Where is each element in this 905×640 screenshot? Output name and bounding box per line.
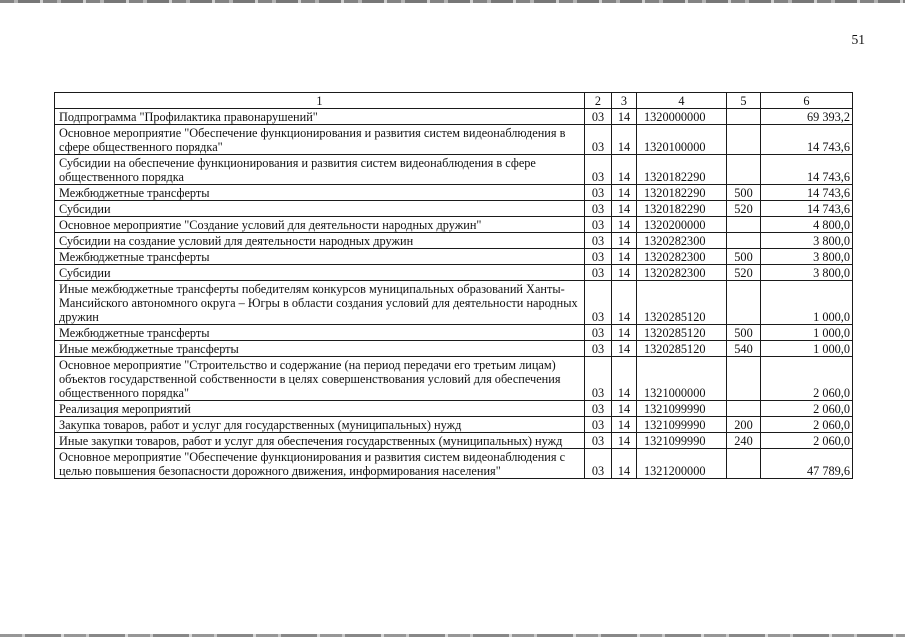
row-name-cell: Субсидии	[55, 265, 585, 281]
column-header: 5	[727, 93, 761, 109]
section-code-cell: 03	[585, 233, 612, 249]
section-code-cell: 03	[585, 357, 612, 401]
expense-type-cell	[727, 281, 761, 325]
table-row	[55, 155, 853, 185]
subsection-code-cell: 14	[612, 433, 637, 449]
expense-type-cell: 500	[727, 249, 761, 265]
section-code-cell: 03	[585, 401, 612, 417]
table-body	[55, 93, 853, 479]
target-article-cell: 1320282300	[637, 265, 727, 281]
table-row	[55, 249, 853, 265]
amount-cell: 3 800,0	[761, 249, 853, 265]
target-article-cell: 1320282300	[637, 249, 727, 265]
amount-cell: 1 000,0	[761, 325, 853, 341]
target-article-cell: 1320000000	[637, 109, 727, 125]
amount-cell: 3 800,0	[761, 265, 853, 281]
row-name-cell: Межбюджетные трансферты	[55, 185, 585, 201]
target-article-cell: 1320285120	[637, 281, 727, 325]
row-name-cell: Основное мероприятие "Создание условий для деятельности народных дружин"	[55, 217, 585, 233]
subsection-code-cell: 14	[612, 357, 637, 401]
subsection-code-cell: 14	[612, 155, 637, 185]
subsection-code-cell: 14	[612, 217, 637, 233]
scan-edge-bottom	[0, 634, 905, 637]
target-article-cell: 1321099990	[637, 433, 727, 449]
amount-cell: 14 743,6	[761, 155, 853, 185]
expense-type-cell: 540	[727, 341, 761, 357]
subsection-code-cell: 14	[612, 341, 637, 357]
table-row	[55, 217, 853, 233]
row-name-cell: Основное мероприятие "Строительство и содержание (на период передачи его третьим лицам) объектов государственной собственности в целях совершенствования условий для обеспечения общественного порядка"	[55, 357, 585, 401]
amount-cell: 14 743,6	[761, 201, 853, 217]
amount-cell: 4 800,0	[761, 217, 853, 233]
target-article-cell: 1321099990	[637, 401, 727, 417]
section-code-cell: 03	[585, 201, 612, 217]
row-name-cell: Иные межбюджетные трансферты	[55, 341, 585, 357]
section-code-cell: 03	[585, 417, 612, 433]
row-name-cell: Субсидии	[55, 201, 585, 217]
expense-type-cell: 200	[727, 417, 761, 433]
table-row	[55, 233, 853, 249]
subsection-code-cell: 14	[612, 401, 637, 417]
amount-cell: 47 789,6	[761, 449, 853, 479]
column-header: 2	[585, 93, 612, 109]
target-article-cell: 1320200000	[637, 217, 727, 233]
table-row	[55, 265, 853, 281]
expense-type-cell	[727, 125, 761, 155]
amount-cell: 2 060,0	[761, 357, 853, 401]
amount-cell: 1 000,0	[761, 341, 853, 357]
expense-type-cell	[727, 449, 761, 479]
table-row	[55, 125, 853, 155]
subsection-code-cell: 14	[612, 109, 637, 125]
row-name-cell: Субсидии на обеспечение функционирования и развития систем видеонаблюдения в сфере общественного порядка	[55, 155, 585, 185]
row-name-cell: Подпрограмма "Профилактика правонарушений"	[55, 109, 585, 125]
amount-cell: 2 060,0	[761, 401, 853, 417]
scan-edge-top	[0, 0, 905, 3]
target-article-cell: 1321200000	[637, 449, 727, 479]
table-row	[55, 401, 853, 417]
row-name-cell: Межбюджетные трансферты	[55, 249, 585, 265]
section-code-cell: 03	[585, 155, 612, 185]
amount-cell: 2 060,0	[761, 433, 853, 449]
expense-type-cell	[727, 155, 761, 185]
amount-cell: 2 060,0	[761, 417, 853, 433]
expense-type-cell	[727, 109, 761, 125]
table-row	[55, 417, 853, 433]
section-code-cell: 03	[585, 341, 612, 357]
subsection-code-cell: 14	[612, 449, 637, 479]
expense-type-cell	[727, 401, 761, 417]
row-name-cell: Закупка товаров, работ и услуг для государственных (муниципальных) нужд	[55, 417, 585, 433]
table-row	[55, 325, 853, 341]
section-code-cell: 03	[585, 185, 612, 201]
column-header: 4	[637, 93, 727, 109]
target-article-cell: 1320282300	[637, 233, 727, 249]
subsection-code-cell: 14	[612, 265, 637, 281]
amount-cell: 69 393,2	[761, 109, 853, 125]
target-article-cell: 1320182290	[637, 185, 727, 201]
expense-type-cell: 500	[727, 325, 761, 341]
expense-type-cell: 500	[727, 185, 761, 201]
subsection-code-cell: 14	[612, 281, 637, 325]
amount-cell: 14 743,6	[761, 185, 853, 201]
row-name-cell: Иные межбюджетные трансферты победителям конкурсов муниципальных образований Ханты-Мансийского автономного округа – Югры в области создания условий для деятельности народных дружин	[55, 281, 585, 325]
subsection-code-cell: 14	[612, 185, 637, 201]
table-row	[55, 357, 853, 401]
amount-cell: 1 000,0	[761, 281, 853, 325]
expense-type-cell	[727, 357, 761, 401]
target-article-cell: 1320182290	[637, 201, 727, 217]
table-row	[55, 185, 853, 201]
row-name-cell: Межбюджетные трансферты	[55, 325, 585, 341]
column-header: 6	[761, 93, 853, 109]
section-code-cell: 03	[585, 325, 612, 341]
section-code-cell: 03	[585, 249, 612, 265]
table-row	[55, 201, 853, 217]
expense-type-cell	[727, 217, 761, 233]
section-code-cell: 03	[585, 449, 612, 479]
subsection-code-cell: 14	[612, 325, 637, 341]
section-code-cell: 03	[585, 125, 612, 155]
subsection-code-cell: 14	[612, 125, 637, 155]
expense-type-cell: 240	[727, 433, 761, 449]
table-row	[55, 449, 853, 479]
target-article-cell: 1320285120	[637, 341, 727, 357]
expense-type-cell: 520	[727, 265, 761, 281]
row-name-cell: Основное мероприятие "Обеспечение функционирования и развития систем видеонаблюдения в сфере общественного порядка"	[55, 125, 585, 155]
target-article-cell: 1320182290	[637, 155, 727, 185]
table-row	[55, 281, 853, 325]
section-code-cell: 03	[585, 265, 612, 281]
column-header: 1	[55, 93, 585, 109]
row-name-cell: Иные закупки товаров, работ и услуг для обеспечения государственных (муниципальных) нужд	[55, 433, 585, 449]
expense-type-cell	[727, 233, 761, 249]
target-article-cell: 1321000000	[637, 357, 727, 401]
target-article-cell: 1320100000	[637, 125, 727, 155]
row-name-cell: Субсидии на создание условий для деятельности народных дружин	[55, 233, 585, 249]
section-code-cell: 03	[585, 217, 612, 233]
table-row	[55, 433, 853, 449]
subsection-code-cell: 14	[612, 249, 637, 265]
table-row	[55, 341, 853, 357]
section-code-cell: 03	[585, 281, 612, 325]
page-number: 51	[851, 32, 865, 47]
subsection-code-cell: 14	[612, 233, 637, 249]
subsection-code-cell: 14	[612, 201, 637, 217]
amount-cell: 14 743,6	[761, 125, 853, 155]
row-name-cell: Основное мероприятие "Обеспечение функционирования и развития систем видеонаблюдения с целью повышения безопасности дорожного движения, информирования населения"	[55, 449, 585, 479]
table-row	[55, 109, 853, 125]
target-article-cell: 1321099990	[637, 417, 727, 433]
row-name-cell: Реализация мероприятий	[55, 401, 585, 417]
target-article-cell: 1320285120	[637, 325, 727, 341]
section-code-cell: 03	[585, 109, 612, 125]
table-header-row	[55, 93, 853, 109]
expense-type-cell: 520	[727, 201, 761, 217]
subsection-code-cell: 14	[612, 417, 637, 433]
column-header: 3	[612, 93, 637, 109]
section-code-cell: 03	[585, 433, 612, 449]
budget-table	[54, 92, 853, 479]
amount-cell: 3 800,0	[761, 233, 853, 249]
